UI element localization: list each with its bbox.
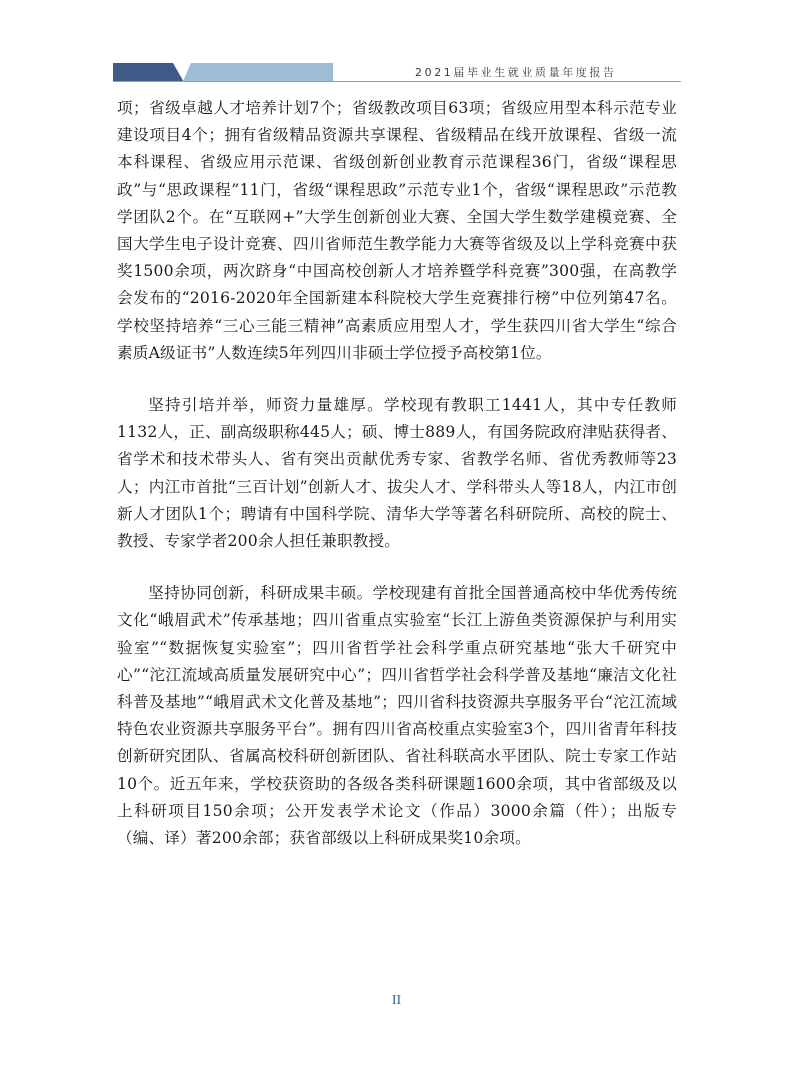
- paragraph-spacer: [117, 367, 677, 392]
- paragraph-faculty: 坚持引培并举，师资力量雄厚。学校现有教职工1441人，其中专任教师1132人，正、副高级职称445人；硕、博士889人，有国务院政府津贴获得者、省学术和技术带头人、省有突出贡献优秀专家、省教学名师、省优秀教师等23人；内江市首批“三百计划”创新人才、拔尖人才、学科带头人等18人，内江市创新人才团队1个；聘请有中国科学院、清华大学等著名科研院所、高校的院士、教授、专家学者200余人担任兼职教授。: [117, 396, 677, 551]
- paragraph-achievements: 项；省级卓越人才培养计划7个；省级教改项目63项；省级应用型本科示范专业建设项目4个；拥有省级精品资源共享课程、省级精品在线开放课程、省级一流本科课程、省级应用示范课、省级创新创业教育示范课程36门，省级“课程思政”与“思政课程”11门，省级“课程思政”示范专业1个，省级“课程思政”示范教学团队2个。在“互联网+”大学生创新创业大赛、全国大学生数学建模竞赛、全国大学生电子设计竞赛、四川省师范生教学能力大赛等省级及以上学科竞赛中获奖1500余项，两次跻身“中国高校创新人才培养暨学科竞赛”300强，在高教学会发布的“2016-2020年全国新建本科院校大学生竞赛排行榜”中位列第47名。学校坚持培养“三心三能三精神”高素质应用型人才，学生获四川省大学生“综合素质A级证书”人数连续5年列四川非硕士学位授予高校第1位。: [117, 99, 677, 362]
- paragraph-spacer: [117, 555, 677, 580]
- header-divider: [113, 81, 681, 82]
- paragraph-research: 坚持协同创新，科研成果丰硕。学校现建有首批全国普通高校中华优秀传统文化“峨眉武术”传承基地；四川省重点实验室“长江上游鱼类资源保护与利用实验室”“数据恢复实验室”；四川省哲学社会科学重点研究基地“张大千研究中心”“沱江流域高质量发展研究中心”；四川省哲学社会科学普及基地“廉洁文化社科普及基地”“峨眉武术文化普及基地”；四川省科技资源共享服务平台“沱江流域特色农业资源共享服务平台”。拥有四川省高校重点实验室3个，四川省青年科技创新研究团队、省属高校科研创新团队、省社科联高水平团队、院士专家工作站10个。近五年来，学校获资助的各级各类科研课题1600余项，其中省部级及以上科研项目150余项；公开发表学术论文（作品）3000余篇（件）；出版专（编、译）著200余部；获省部级以上科研成果奖10余项。: [117, 584, 677, 848]
- report-header-title: 2021届毕业生就业质量年度报告: [415, 66, 617, 79]
- page-number: II: [391, 993, 402, 1008]
- header-decoration-bar: [113, 63, 333, 81]
- document-body: [117, 95, 677, 852]
